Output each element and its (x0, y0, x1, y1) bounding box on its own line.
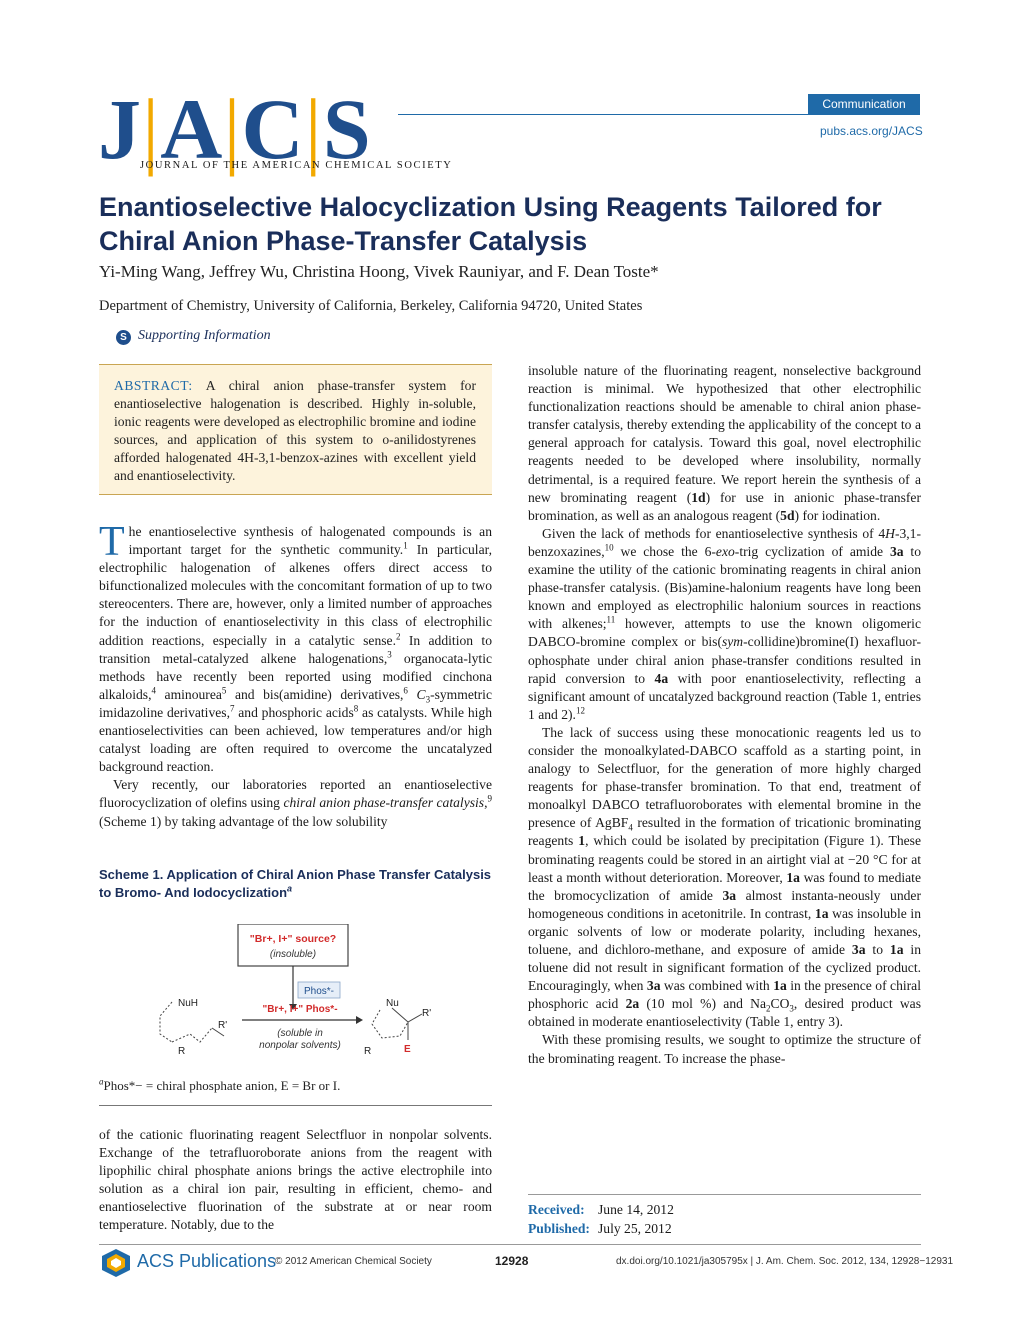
supporting-info-link[interactable]: Supporting Information (138, 328, 271, 343)
supporting-info-icon[interactable]: S (116, 330, 131, 345)
acs-publications-logo: ACS Publications (137, 1251, 277, 1271)
left-column-continued (99, 1126, 492, 1235)
paragraph: The enantioselective synthesis of halogenated compounds is an important target for the synthetic community.$^1$ In particular, electrophilic halogenation of alkenes offers direct access to bifunctionalized molecules with the concomitant formation of up to two stereocenters. There are, however, only a limited number of approaches for the induction of enantioselectivity in this class of electrophilic addition reactions, especially in a catalytic sense.$^2$ In addition to transition metal-catalyzed alkene halogenations,$^3$ organocata-lytic methods have recently been reported using modified cinchona alkaloids,$^4$ aminourea$^5$ and bis(amidine) derivatives,$^6$ $C_3$-symmetric imidazoline derivatives,$^7$ and phosphoric acids$^8$ as catalysts. While high enantioselectivities can been achieved, low temperatures and/or high catalyst loading are often required to overcome the uncatalyzed background reaction. (99, 519, 493, 775)
product-ring (372, 1010, 408, 1038)
abstract-label: ABSTRACT: (114, 378, 193, 393)
paragraph: With these promising results, we sought to optimize the structure of the brominating reagent. To increase the phase- (528, 1032, 921, 1066)
left-column-intro (99, 519, 493, 831)
acs-hexagon-icon (99, 1248, 133, 1278)
header-rule (398, 114, 920, 115)
author-list: Yi-Ming Wang, Jeffrey Wu, Christina Hoong, Vivek Rauniyar, and F. Dean Toste* (99, 262, 659, 281)
nonpolar-label: nonpolar solvents) (259, 1040, 341, 1051)
right-column (528, 362, 921, 1068)
abstract-text: ABSTRACT: A chiral anion phase-transfer system for enantioselective halogenation is described. Highly in-soluble, ionic reagents were developed as electrophilic bromine and iodine sources, and application of this system to o-anilidostyrenes afforded halogenated 4H-3,1-benzox-azines with excellent yield and enantioselectivity. (114, 378, 476, 483)
drop-cap: T (99, 519, 125, 565)
scheme-diagram (150, 924, 450, 1064)
reaction-arrowhead (356, 1016, 363, 1024)
dates-rule (528, 1194, 921, 1195)
phos-label: Phos*- (303, 986, 335, 997)
scheme-rule (99, 1105, 492, 1106)
logo-letter: S (322, 81, 370, 177)
paragraph: The lack of success using these monocationic reagents led us to consider the monoalkylated-DABCO scaffold as a starting point, in analogy to Selectfluor, for the generation of more highly charged reagents for phase-transfer bromination. To that end, treatment of monoalkyl DABCO tetrafluoroborates with elemental bromine in the presence of AgBF$_4$ resulted in the formation of tricationic brominating reagents 1, which could be isolated by precipitation (Figure 1). These brominating reagents could be stored in an airtight vial at −20 °C for at least a month without deterioration. Moreover, 1a was found to mediate the bromocyclization of amide 3a almost instanta-neously under homogeneous conditions in acetonitrile. In contrast, 1a was insoluble in organic solvents of low or moderate polarity, including hexanes, toluene, and dichloro-methane, and exposure of amide 3a to 1a in toluene did not result in significant formation of the cyclized product. Encouragingly, when 3a was combined with 1a in the presence of chiral phosphoric acid 2a (10 mol %) and $Na_2CO_3$, desired product was obtained in moderate enantioselectivity (Table 1, entry 3). (528, 724, 922, 1030)
affiliation: Department of Chemistry, University of California, Berkeley, California 94720, United States (99, 298, 643, 314)
journal-logo: J|A|C|S (98, 81, 370, 177)
product-rprime-label: R' (422, 1008, 432, 1019)
paragraph: Very recently, our laboratories reported an enantioselective fluorocyclization of olefins using chiral anion phase-transfer catalysis,$^9$ (Scheme 1) by taking advantage of the low solubility (99, 777, 492, 829)
logo-letter: C (241, 81, 303, 177)
page-number: 12928 (495, 1254, 529, 1268)
logo-letter: A (160, 81, 222, 177)
soluble-label: (soluble in (277, 1028, 323, 1039)
article-type-badge: Communication (808, 94, 920, 114)
article-title: Enantioselective Halocyclization Using Reagents Tailored for Chiral Anion Phase-Transfer Catalysis (99, 192, 882, 256)
source-label: "Br+, I+" source? (249, 933, 337, 945)
nuh-label: NuH (178, 998, 199, 1009)
insoluble-label: (insoluble) (269, 949, 317, 960)
doi-citation[interactable]: dx.doi.org/10.1021/ja305795x | J. Am. Chem. Soc. 2012, 134, 12928−12931 (616, 1256, 954, 1267)
rprime-label: R' (218, 1020, 228, 1031)
paragraph: insoluble nature of the fluorinating reagent, nonselective background reaction is minimal. We hypothesized that other electrophilic functionalization reactions should be amenable to chiral anion phase-transfer catalysis, thereby extending the applicability of the concept to a general approach for catalysis. Toward this goal, novel electrophilic reagents needed to be developed where insolubility, normally detrimental, is a required feature. We report herein the synthesis of a new brominating reagent (1d) for use in anionic phase-transfer bromination, as well as an analogous reagent (5d) for iodination. (528, 363, 921, 523)
article-dates (528, 1200, 921, 1238)
reagent-label: "Br+, I+" Phos*- (262, 1004, 338, 1015)
scheme-footnote: $^a$Phos*− = chiral phosphate anion, E = Br or I. (99, 1076, 341, 1093)
r-label: R (178, 1046, 186, 1057)
received-date: Received: June 14, 2012 (528, 1202, 674, 1217)
product-r-label: R (364, 1046, 372, 1057)
footer-rule (99, 1244, 921, 1245)
copyright: © 2012 American Chemical Society (275, 1256, 432, 1267)
journal-url-link[interactable]: pubs.acs.org/JACS (820, 124, 923, 138)
scheme-title: Scheme 1. Application of Chiral Anion Phase Transfer Catalysis to Bromo- And Iodocyclization$^a$ (99, 867, 492, 900)
journal-name: JOURNAL OF THE AMERICAN CHEMICAL SOCIETY (140, 160, 453, 171)
published-date: Published: July 25, 2012 (528, 1221, 672, 1236)
e-label: E (404, 1044, 411, 1055)
paragraph: Given the lack of methods for enantioselective synthesis of 4H-3,1-benzoxazines,$^{10}$ we chose the 6-exo-trig cyclization of amide 3a to examine the utility of the cationic brominating reagents in chiral anion phase-transfer catalysis. (Bis)amine-halonium reagents have long been known and employed as electrophilic halonium sources in reactions with alkenes;$^{11}$ however, attempts to use the known oligomeric DABCO-bromine complex or bis(sym-collidine)bromine(I) hexafluor-ophosphate under chiral anion phase-transfer conditions resulted in rapid conversion to 4a with poor enantioselectivity, reflecting a significant amount of uncatalyzed background reaction (Table 1, entries 1 and 2).$^{12}$ (528, 525, 921, 722)
logo-letter: J (98, 81, 140, 177)
paragraph: of the cationic fluorinating reagent Selectfluor in nonpolar solvents. Exchange of the tetrafluoroborate anions from the reagent with lipophilic chiral phosphate anions brings the active electrophile into solution as a chiral ion pair, resulting in efficient, chemo- and enantioselective fluorination of the substrate at or near room temperature. Notably, due to the (99, 1127, 492, 1233)
nu-label: Nu (386, 998, 399, 1009)
